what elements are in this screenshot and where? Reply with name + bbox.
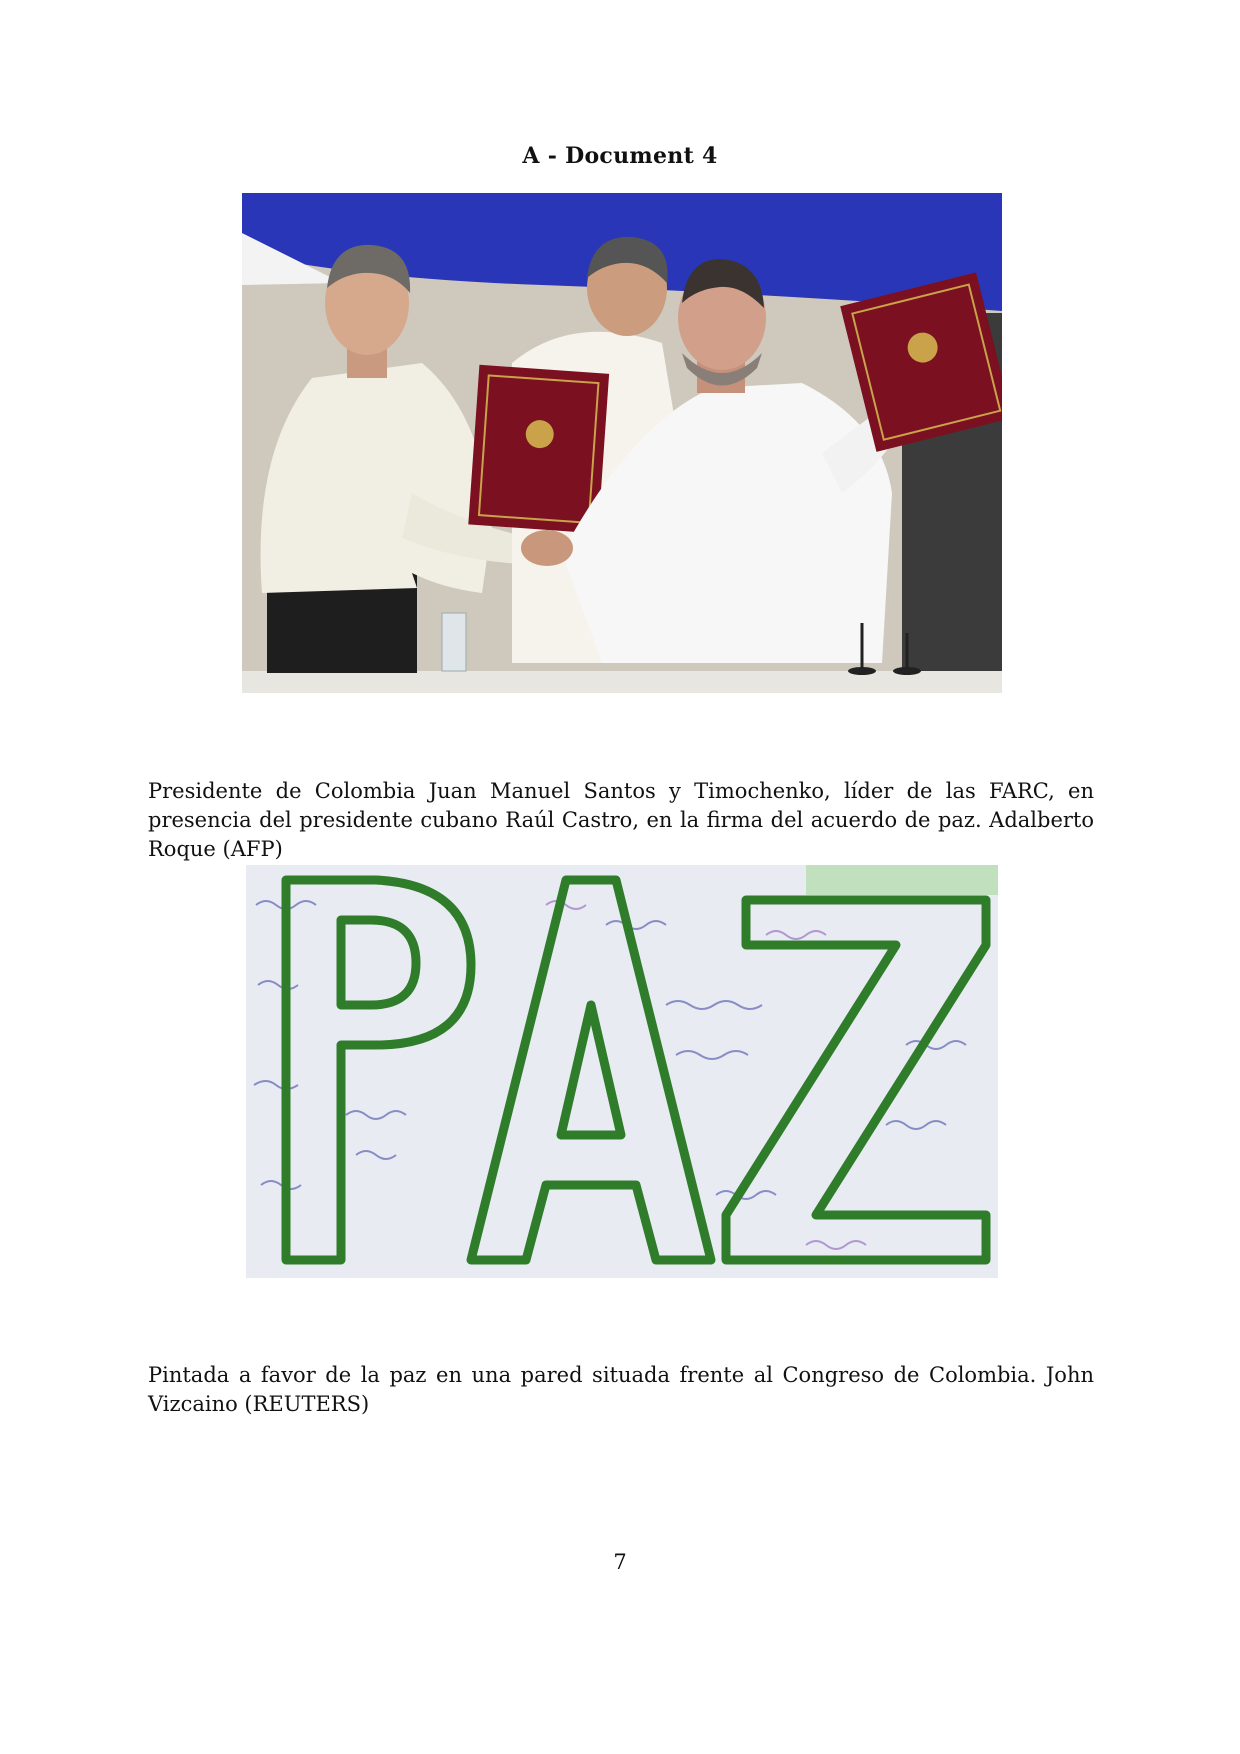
graffiti-illustration xyxy=(246,865,998,1278)
figure-caption-1: Presidente de Colombia Juan Manuel Santos y Timochenko, líder de las FARC, en presencia del presidente cubano Raúl Castro, en la firma del acuerdo de paz. Adalberto Roque (AFP) xyxy=(148,779,1094,861)
document-heading: A - Document 4 xyxy=(522,143,718,169)
photo-paz-graffiti-wall xyxy=(246,865,998,1278)
signing-illustration xyxy=(242,193,1002,693)
page-number: 7 xyxy=(613,1550,627,1574)
figure-caption-2: Pintada a favor de la paz en una pared situada frente al Congreso de Colombia. John Vizcaino (REUTERS) xyxy=(148,1363,1094,1416)
photo-peace-agreement-signing xyxy=(242,193,1002,693)
